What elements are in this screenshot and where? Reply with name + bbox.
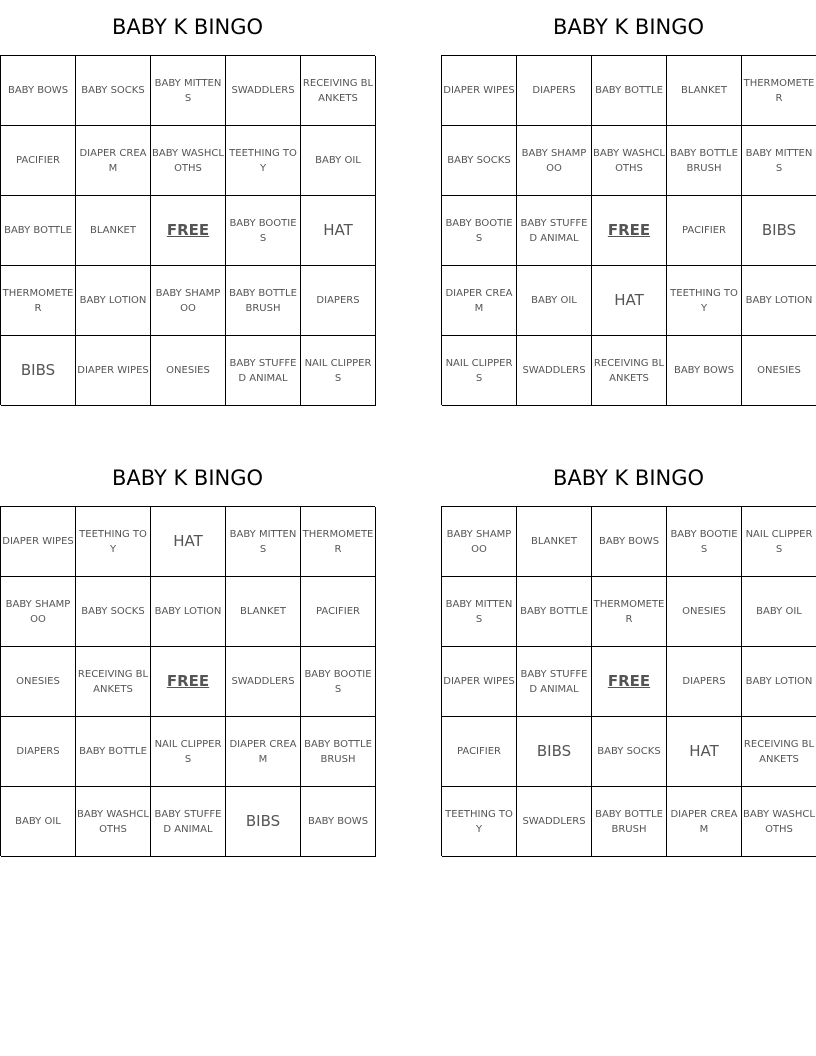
bingo-cell: BLANKET xyxy=(517,507,592,577)
bingo-cell: THERMOMETER xyxy=(301,507,376,577)
bingo-cell: DIAPERS xyxy=(517,56,592,126)
bingo-cell: ONESIES xyxy=(667,577,742,647)
bingo-cell: BABY WASHCLOTHS xyxy=(76,787,151,857)
bingo-cell: BIBS xyxy=(742,196,816,266)
bingo-cell: DIAPER WIPES xyxy=(442,56,517,126)
bingo-cell: THERMOMETER xyxy=(1,266,76,336)
free-space: FREE xyxy=(592,647,667,717)
bingo-cell: SWADDLERS xyxy=(517,336,592,406)
bingo-cell: ONESIES xyxy=(1,647,76,717)
bingo-cell: BABY BOWS xyxy=(1,56,76,126)
bingo-cell: BABY LOTION xyxy=(742,647,816,717)
bingo-cell: BIBS xyxy=(517,717,592,787)
bingo-cell: BLANKET xyxy=(76,196,151,266)
bingo-cell: BABY BOTTLE xyxy=(1,196,76,266)
free-space: FREE xyxy=(592,196,667,266)
free-space: FREE xyxy=(151,196,226,266)
bingo-cell: TEETHING TOY xyxy=(667,266,742,336)
bingo-cell: NAIL CLIPPERS xyxy=(151,717,226,787)
bingo-cell: DIAPER CREAM xyxy=(667,787,742,857)
bingo-cell: PACIFIER xyxy=(667,196,742,266)
card-title: BABY K BINGO xyxy=(111,466,264,490)
bingo-cell: BABY WASHCLOTHS xyxy=(592,126,667,196)
bingo-cell: DIAPERS xyxy=(1,717,76,787)
bingo-card-1 xyxy=(0,0,375,405)
bingo-cell: DIAPER CREAM xyxy=(76,126,151,196)
bingo-cell: BABY MITTENS xyxy=(742,126,816,196)
bingo-cell: BABY OIL xyxy=(1,787,76,857)
bingo-cell: THERMOMETER xyxy=(592,577,667,647)
bingo-cell: BABY BOWS xyxy=(592,507,667,577)
bingo-cell: BABY WASHCLOTHS xyxy=(742,787,816,857)
bingo-cell: BABY BOTTLE BRUSH xyxy=(592,787,667,857)
bingo-cell: TEETHING TOY xyxy=(226,126,301,196)
bingo-cell: DIAPER WIPES xyxy=(442,647,517,717)
bingo-cell: BABY BOOTIES xyxy=(442,196,517,266)
bingo-cell: SWADDLERS xyxy=(226,647,301,717)
bingo-cell: BIBS xyxy=(1,336,76,406)
bingo-cell: PACIFIER xyxy=(1,126,76,196)
bingo-cell: BABY BOWS xyxy=(667,336,742,406)
bingo-cell: BABY SHAMPOO xyxy=(442,507,517,577)
bingo-cell: RECEIVING BLANKETS xyxy=(592,336,667,406)
bingo-cell: BABY BOWS xyxy=(301,787,376,857)
bingo-cell: BABY OIL xyxy=(742,577,816,647)
bingo-cell: BABY BOOTIES xyxy=(226,196,301,266)
bingo-cell: RECEIVING BLANKETS xyxy=(301,56,376,126)
bingo-cell: HAT xyxy=(592,266,667,336)
bingo-cell: BABY LOTION xyxy=(742,266,816,336)
bingo-cell: DIAPERS xyxy=(667,647,742,717)
bingo-cell: RECEIVING BLANKETS xyxy=(742,717,816,787)
bingo-cell: THERMOMETER xyxy=(742,56,816,126)
bingo-card-2 xyxy=(441,0,816,405)
bingo-cell: BABY MITTENS xyxy=(442,577,517,647)
bingo-cell: HAT xyxy=(151,507,226,577)
bingo-grid xyxy=(441,55,816,405)
bingo-cell: PACIFIER xyxy=(442,717,517,787)
bingo-cell: BABY BOTTLE BRUSH xyxy=(226,266,301,336)
bingo-cell: BABY OIL xyxy=(301,126,376,196)
bingo-cell: BABY BOTTLE xyxy=(517,577,592,647)
bingo-cell: BABY SOCKS xyxy=(592,717,667,787)
bingo-cell: BABY OIL xyxy=(517,266,592,336)
bingo-cell: TEETHING TOY xyxy=(76,507,151,577)
card-title: BABY K BINGO xyxy=(111,15,264,39)
bingo-cell: BIBS xyxy=(226,787,301,857)
bingo-cell: BABY LOTION xyxy=(151,577,226,647)
bingo-cell: DIAPER CREAM xyxy=(226,717,301,787)
bingo-cell: RECEIVING BLANKETS xyxy=(76,647,151,717)
free-space: FREE xyxy=(151,647,226,717)
bingo-cell: HAT xyxy=(301,196,376,266)
card-title: BABY K BINGO xyxy=(552,466,705,490)
bingo-cell: BABY SOCKS xyxy=(442,126,517,196)
bingo-cell: BABY SHAMPOO xyxy=(151,266,226,336)
bingo-cell: BABY SOCKS xyxy=(76,56,151,126)
bingo-cell: ONESIES xyxy=(151,336,226,406)
bingo-cell: SWADDLERS xyxy=(226,56,301,126)
bingo-cell: DIAPER CREAM xyxy=(442,266,517,336)
bingo-cell: TEETHING TOY xyxy=(442,787,517,857)
bingo-cell: DIAPER WIPES xyxy=(76,336,151,406)
bingo-grid xyxy=(0,506,375,856)
bingo-cell: BABY WASHCLOTHS xyxy=(151,126,226,196)
bingo-cell: BABY BOOTIES xyxy=(667,507,742,577)
bingo-cell: DIAPER WIPES xyxy=(1,507,76,577)
bingo-cell: BLANKET xyxy=(226,577,301,647)
bingo-cell: BABY BOTTLE BRUSH xyxy=(301,717,376,787)
bingo-cell: BABY MITTENS xyxy=(226,507,301,577)
bingo-cell: BABY STUFFED ANIMAL xyxy=(226,336,301,406)
bingo-cell: BABY BOTTLE BRUSH xyxy=(667,126,742,196)
bingo-cell: NAIL CLIPPERS xyxy=(301,336,376,406)
bingo-cell: BABY BOTTLE xyxy=(592,56,667,126)
bingo-cell: BABY STUFFED ANIMAL xyxy=(151,787,226,857)
bingo-cell: BABY SHAMPOO xyxy=(1,577,76,647)
bingo-card-4 xyxy=(441,451,816,856)
bingo-grid xyxy=(441,506,816,856)
bingo-cell: SWADDLERS xyxy=(517,787,592,857)
bingo-cell: BABY LOTION xyxy=(76,266,151,336)
bingo-cell: NAIL CLIPPERS xyxy=(742,507,816,577)
bingo-cell: HAT xyxy=(667,717,742,787)
bingo-cell: BABY SHAMPOO xyxy=(517,126,592,196)
bingo-cell: PACIFIER xyxy=(301,577,376,647)
bingo-cell: BABY STUFFED ANIMAL xyxy=(517,647,592,717)
bingo-card-3 xyxy=(0,451,375,856)
card-title: BABY K BINGO xyxy=(552,15,705,39)
bingo-grid xyxy=(0,55,375,405)
bingo-cell: NAIL CLIPPERS xyxy=(442,336,517,406)
bingo-cell: BABY SOCKS xyxy=(76,577,151,647)
bingo-cell: BLANKET xyxy=(667,56,742,126)
bingo-cell: BABY STUFFED ANIMAL xyxy=(517,196,592,266)
bingo-cell: BABY BOOTIES xyxy=(301,647,376,717)
bingo-cell: BABY MITTENS xyxy=(151,56,226,126)
bingo-cell: BABY BOTTLE xyxy=(76,717,151,787)
bingo-cell: ONESIES xyxy=(742,336,816,406)
bingo-cell: DIAPERS xyxy=(301,266,376,336)
